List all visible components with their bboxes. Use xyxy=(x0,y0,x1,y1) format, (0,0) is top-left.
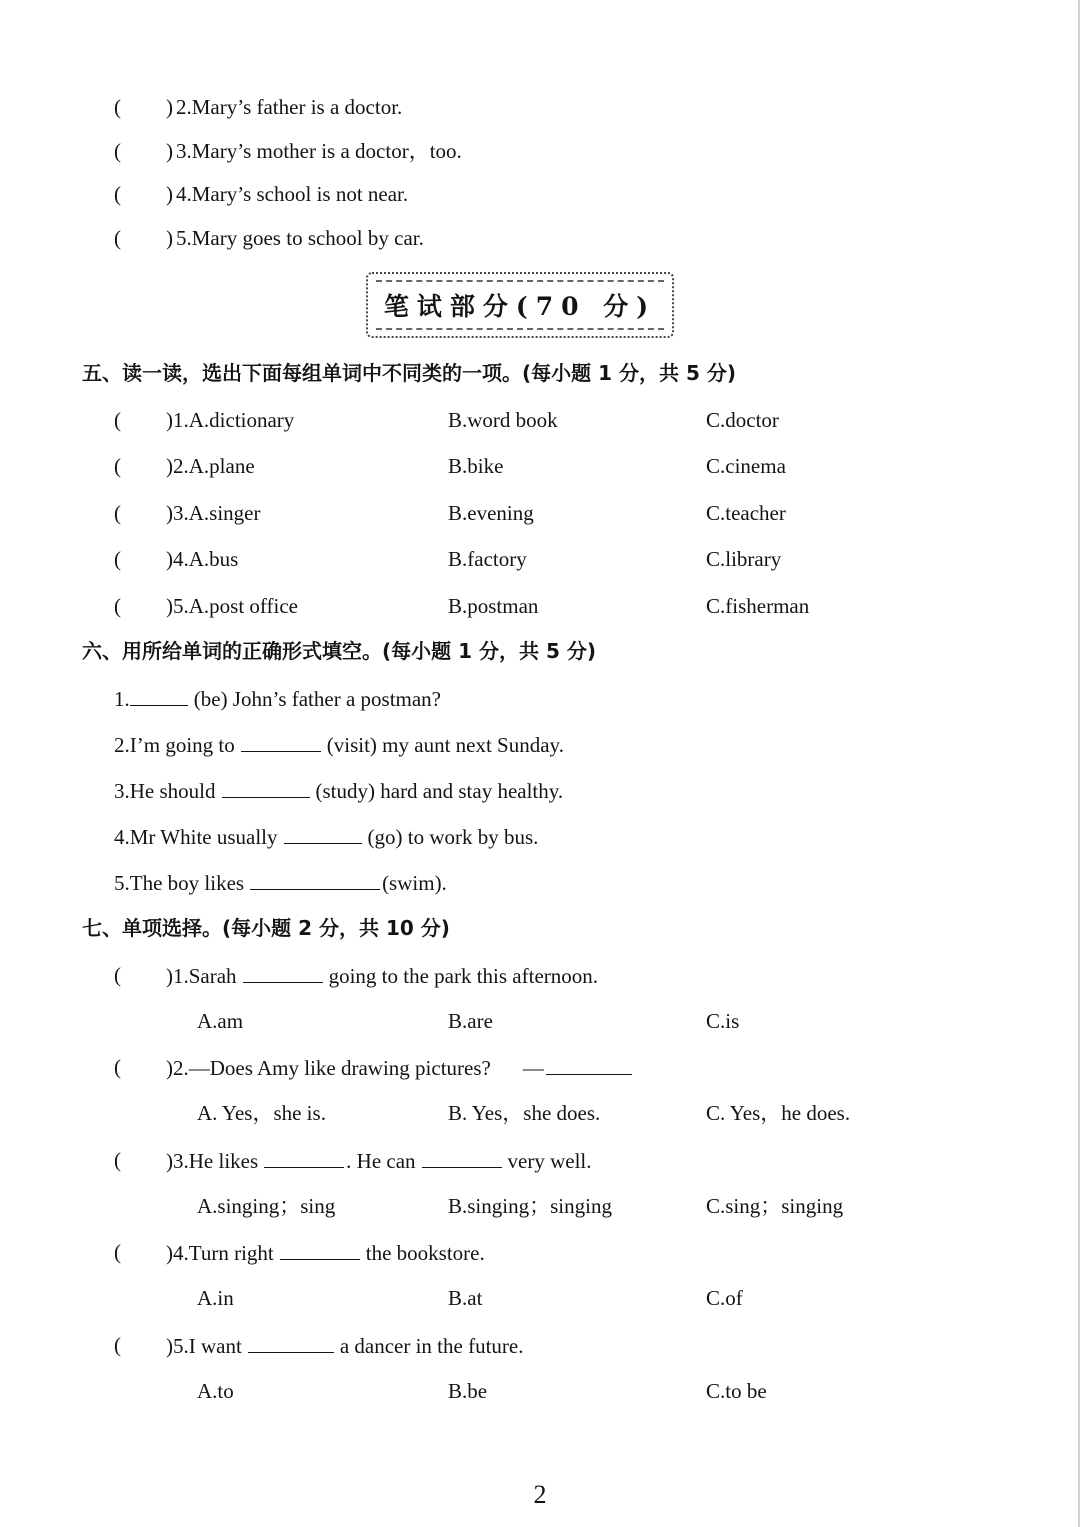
question-suffix: very well. xyxy=(507,1149,592,1173)
tf-text: 5.Mary goes to school by car. xyxy=(176,226,424,250)
option-b: B.are xyxy=(448,1009,493,1033)
option-b: B.be xyxy=(448,1379,488,1403)
tf-text: 4.Mary’s school is not near. xyxy=(176,182,409,206)
answer-paren-open: ( xyxy=(114,501,121,525)
option-c: C.fisherman xyxy=(706,594,810,618)
option-b: B.bike xyxy=(448,454,504,478)
answer-paren-open: ( xyxy=(114,594,121,618)
item-prefix: 4.Mr White usually xyxy=(114,825,278,849)
question-prefix: )2.—Does Amy like drawing pictures? xyxy=(166,1056,491,1080)
option-c: C.of xyxy=(706,1286,743,1310)
section-5-heading: 五、读一读，选出下面每组单词中不同类的一项。(每小题 1 分，共 5 分) xyxy=(82,361,736,385)
option-c: C.is xyxy=(706,1009,740,1033)
question-text xyxy=(166,1237,485,1268)
option-b: B. Yes，she does. xyxy=(448,1101,601,1125)
section-6-heading: 六、用所给单词的正确形式填空。(每小题 1 分，共 5 分) xyxy=(82,639,596,663)
option-c: C.to be xyxy=(706,1379,767,1403)
option-b: B.at xyxy=(448,1286,483,1310)
option-c: C.teacher xyxy=(706,501,786,525)
item-suffix: (go) to work by bus. xyxy=(367,825,539,849)
question-text xyxy=(166,1330,523,1361)
answer-blank[interactable] xyxy=(130,683,188,706)
option-a: )4.A.bus xyxy=(166,547,239,571)
fill-item xyxy=(114,683,441,714)
section-7-heading: 七、单项选择。(每小题 2 分，共 10 分) xyxy=(82,916,450,940)
fill-item xyxy=(114,775,563,806)
answer-blank[interactable] xyxy=(546,1052,632,1075)
option-c: C. Yes，he does. xyxy=(706,1101,851,1125)
question-prefix: )5.I want xyxy=(166,1334,242,1358)
tf-text: 2.Mary’s father is a doctor. xyxy=(176,95,403,119)
item-prefix: 5.The boy likes xyxy=(114,871,245,895)
item-prefix: 3.He should xyxy=(114,779,216,803)
answer-blank[interactable] xyxy=(243,960,323,983)
question-prefix: )4.Turn right xyxy=(166,1241,274,1265)
answer-paren-open: ( xyxy=(114,226,121,250)
answer-paren-close: ) xyxy=(166,95,173,119)
page-number: 2 xyxy=(533,1480,547,1509)
answer-paren-open: ( xyxy=(114,182,121,206)
answer-paren-open: ( xyxy=(114,1240,121,1264)
option-b: B.postman xyxy=(448,594,539,618)
option-c: C.sing；singing xyxy=(706,1194,844,1218)
question-text xyxy=(166,1052,638,1083)
option-b: B.singing；singing xyxy=(448,1194,612,1218)
question-suffix: the bookstore. xyxy=(365,1241,485,1265)
answer-blank[interactable] xyxy=(284,821,362,844)
option-c: C.library xyxy=(706,547,782,571)
answer-paren-close: ) xyxy=(166,182,173,206)
option-c: C.cinema xyxy=(706,454,786,478)
answer-blank[interactable] xyxy=(422,1145,502,1168)
option-b: B.evening xyxy=(448,501,534,525)
item-suffix: (visit) my aunt next Sunday. xyxy=(326,733,564,757)
option-a: A.to xyxy=(197,1379,234,1403)
option-c: C.doctor xyxy=(706,408,779,432)
answer-paren-open: ( xyxy=(114,1055,121,1079)
answer-blank[interactable] xyxy=(280,1237,360,1260)
item-prefix: 2.I’m going to xyxy=(114,733,235,757)
answer-blank[interactable] xyxy=(222,775,310,798)
answer-paren-open: ( xyxy=(114,1148,121,1172)
option-a: )2.A.plane xyxy=(166,454,255,478)
answer-paren-open: ( xyxy=(114,1333,121,1357)
question-prefix: )1.Sarah xyxy=(166,964,237,988)
question-text xyxy=(166,960,598,991)
answer-paren-open: ( xyxy=(114,408,121,432)
question-suffix: a dancer in the future. xyxy=(339,1334,524,1358)
item-suffix: (swim). xyxy=(382,871,447,895)
answer-blank[interactable] xyxy=(241,729,321,752)
question-suffix: going to the park this afternoon. xyxy=(328,964,599,988)
option-b: B.word book xyxy=(448,408,558,432)
question-prefix: )3.He likes xyxy=(166,1149,259,1173)
option-a: )3.A.singer xyxy=(166,501,261,525)
answer-paren-close: ) xyxy=(166,139,173,163)
answer-paren-open: ( xyxy=(114,139,121,163)
answer-paren-open: ( xyxy=(114,963,121,987)
answer-paren-open: ( xyxy=(114,95,121,119)
option-a: A. Yes，she is. xyxy=(197,1101,326,1125)
option-a: A.am xyxy=(197,1009,244,1033)
option-a: )5.A.post office xyxy=(166,594,298,618)
item-prefix: 1. xyxy=(114,687,130,711)
answer-dash: — xyxy=(522,1056,544,1080)
fill-item xyxy=(114,867,447,898)
written-part-banner xyxy=(366,272,674,338)
item-suffix: (be) John’s father a postman? xyxy=(193,687,442,711)
option-a: A.in xyxy=(197,1286,234,1310)
question-text xyxy=(166,1145,592,1176)
item-suffix: (study) hard and stay healthy. xyxy=(315,779,564,803)
option-a: A.singing；sing xyxy=(197,1194,336,1218)
answer-blank[interactable] xyxy=(248,1330,334,1353)
fill-item xyxy=(114,821,538,852)
option-a: )1.A.dictionary xyxy=(166,408,295,432)
answer-blank[interactable] xyxy=(264,1145,344,1168)
fill-item xyxy=(114,729,564,760)
tf-text: 3.Mary’s mother is a doctor，too. xyxy=(176,139,462,163)
answer-blank[interactable] xyxy=(250,867,380,890)
banner-title: 笔试部分(70 分) xyxy=(383,292,657,321)
option-b: B.factory xyxy=(448,547,527,571)
answer-paren-open: ( xyxy=(114,454,121,478)
question-middle: . He can xyxy=(346,1149,416,1173)
answer-paren-open: ( xyxy=(114,547,121,571)
answer-paren-close: ) xyxy=(166,226,173,250)
